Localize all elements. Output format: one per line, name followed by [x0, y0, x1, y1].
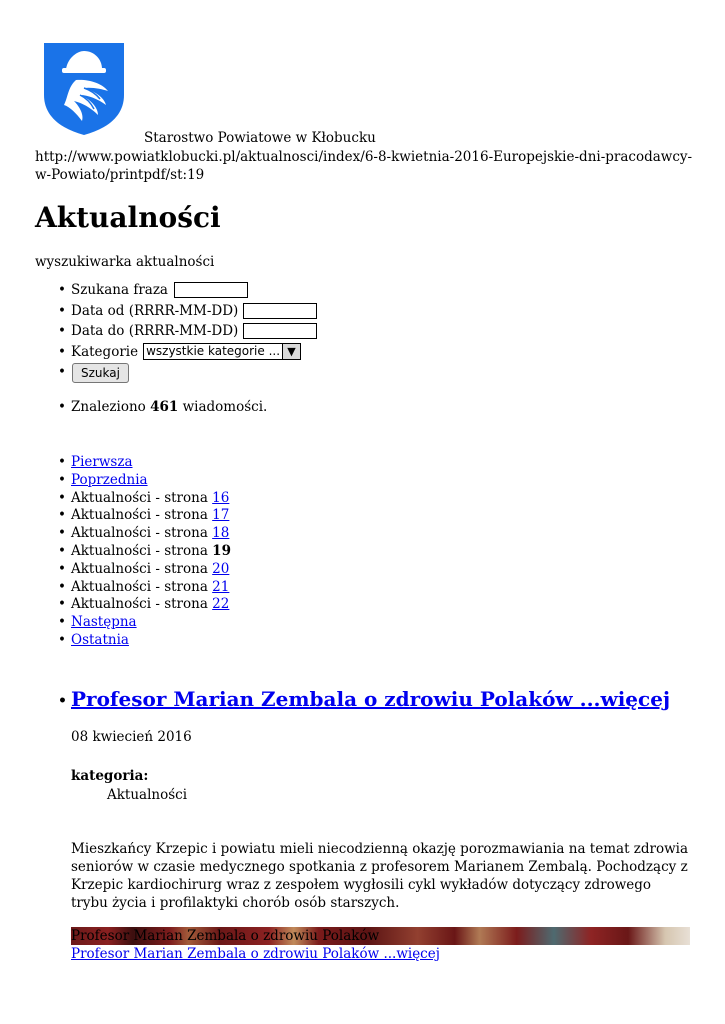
pager-item [35, 613, 231, 631]
pager-item-current [35, 542, 231, 560]
pagination [35, 453, 231, 649]
coat-of-arms-logo [44, 43, 124, 135]
pager-page-label: Aktualności - strona [71, 560, 208, 577]
results-count: 461 [150, 399, 179, 415]
search-button[interactable]: • Szukaj [72, 363, 129, 383]
date-to-label: • Data do (RRRR-MM-DD) [71, 323, 239, 340]
pager-last-link[interactable]: Ostatnia [71, 631, 129, 648]
page-url: http://www.powiatklobucki.pl/aktualnosci/index/6-8-kwietnia-2016-Europejskie-dni-pracodawcy-w-Powiato/printpdf/st:19 [35, 149, 693, 183]
pager-item [35, 595, 231, 613]
pager-item [35, 489, 231, 507]
pager-next-link[interactable]: Następna [71, 614, 137, 631]
category-row [35, 342, 317, 363]
pager-page-label: Aktualności - strona [71, 525, 208, 542]
article-item [35, 684, 695, 714]
search-phrase-row [35, 280, 317, 301]
submit-row [35, 362, 317, 383]
page-title: Aktualności [35, 201, 221, 234]
pager-page-label: Aktualności - strona [71, 542, 208, 559]
pager-first-link[interactable]: Pierwsza [71, 454, 133, 470]
date-from-input[interactable] [243, 303, 317, 319]
category-selected-value: wszystkie kategorie ... [146, 344, 281, 359]
pager-prev-link[interactable]: Poprzednia [71, 471, 148, 488]
chevron-down-icon[interactable]: ▼ [282, 344, 300, 359]
search-phrase-label: • Szukana fraza [71, 282, 168, 299]
article-list [35, 684, 695, 714]
article-lead: Mieszkańcy Krzepic i powiatu mieli niecodzienną okazję porozmawiania na temat zdrowia seniorów w czasie medycznego spotkania z profesorem Marianem Zembalą. Pochodzący z Krzepic kardiochirurg wraz z zespołem wygłosili cykl wykładów dotyczący zdrowego trybu życia i profilaktyki chorób osób starszych. [71, 841, 689, 911]
pager-item [35, 560, 231, 578]
date-from-row [35, 301, 317, 322]
pager-item [35, 506, 231, 524]
date-to-input[interactable] [243, 323, 317, 339]
site-name: Starostwo Powiatowe w Kłobucku [144, 130, 376, 146]
search-form [35, 280, 317, 383]
pager-page-label: Aktualności - strona [71, 507, 208, 524]
pager-item [35, 471, 231, 489]
results-suffix: wiadomości. [182, 399, 268, 415]
results-prefix: Znaleziono [71, 399, 146, 415]
pager-page-label: Aktualności - strona [71, 489, 208, 506]
date-to-row [35, 321, 317, 342]
results-summary [35, 398, 267, 416]
article-date: 08 kwiecień 2016 [71, 729, 192, 745]
search-phrase-input[interactable] [174, 282, 248, 298]
results-count-item [35, 398, 267, 416]
article-category-label: kategoria: [71, 768, 149, 784]
category-label: • Kategorie [71, 343, 139, 360]
pager-current-page: 19 [212, 542, 231, 559]
pager-page-label: Aktualności - strona [71, 578, 208, 595]
pager-item [35, 453, 231, 471]
article-title-link[interactable]: Profesor Marian Zembala o zdrowiu Polaków ...więcej [71, 687, 671, 711]
pager-page-link[interactable]: 22 [212, 596, 230, 613]
pager-item [35, 578, 231, 596]
article-category-value: Aktualności [107, 787, 188, 803]
article-photo[interactable] [71, 927, 690, 945]
pager-item [35, 631, 231, 649]
search-heading: wyszukiwarka aktualności [35, 254, 215, 270]
pager-page-link[interactable]: 16 [212, 489, 230, 506]
pager-page-label: Aktualności - strona [71, 596, 208, 613]
article-photo-alt: Profesor Marian Zembala o zdrowiu Polaków [71, 928, 380, 944]
pager-page-link[interactable]: 21 [212, 578, 230, 595]
pager-item [35, 524, 231, 542]
date-from-label: • Data od (RRRR-MM-DD) [71, 302, 239, 319]
pager-page-link[interactable]: 17 [212, 507, 230, 524]
article-more-link[interactable]: Profesor Marian Zembala o zdrowiu Polaków ...więcej [71, 946, 440, 962]
category-select[interactable] [143, 343, 301, 360]
pager-page-link[interactable]: 18 [212, 525, 230, 542]
pager-page-link[interactable]: 20 [212, 560, 230, 577]
